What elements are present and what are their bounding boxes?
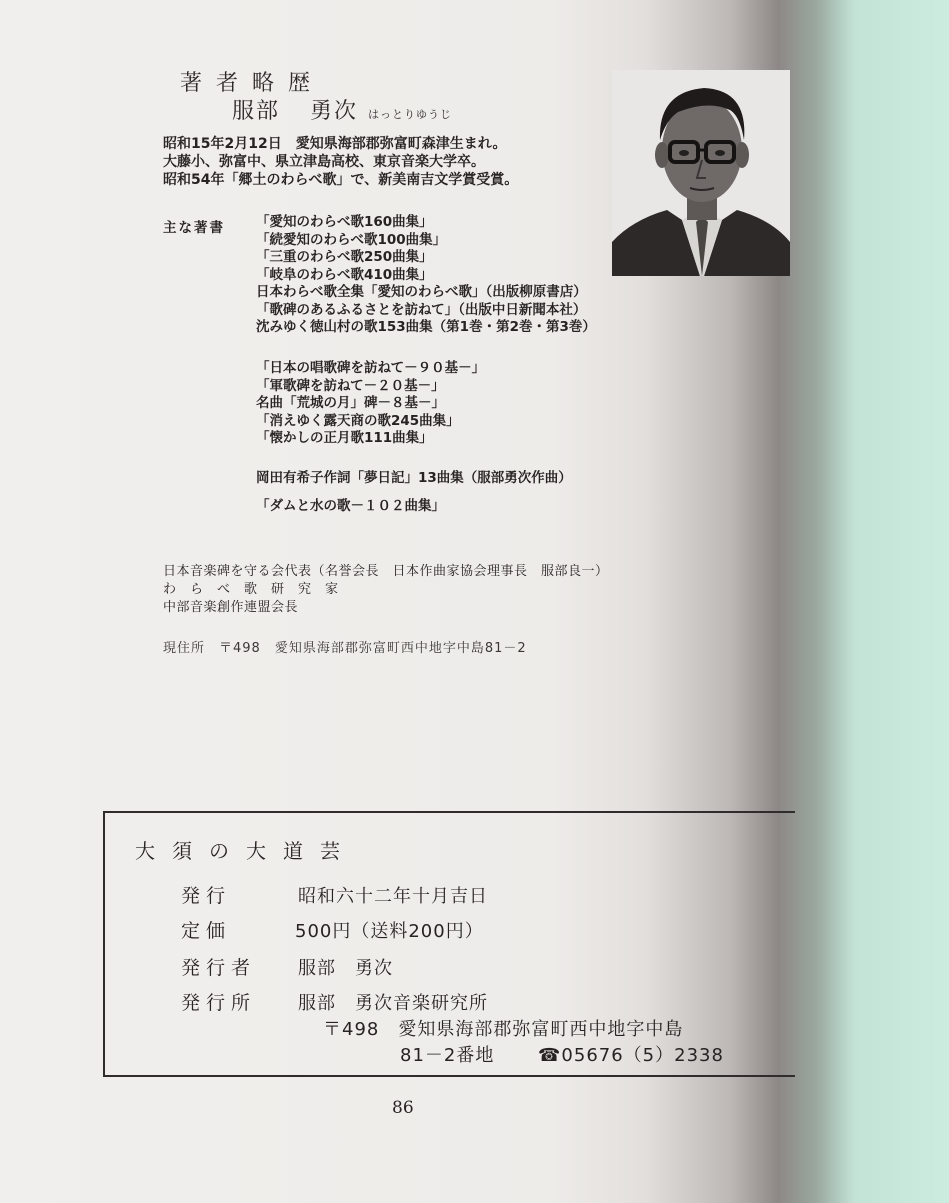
page-number: 86 [392,1098,414,1118]
bio-line: 大藤小、弥富中、県立津島高校、東京音楽大学卒。 [163,154,485,170]
bio-line: 昭和15年2月12日 愛知県海部郡弥富町森津生まれ。 [163,136,507,152]
author-furigana: はっとりゆうじ [368,108,453,121]
work-item: 「消えゆく露天商の歌245曲集」 [256,412,460,429]
colophon-label-issue: 発行 [181,885,232,907]
author-family-name: 服部 [232,99,281,124]
colophon-label-office: 発行所 [181,992,257,1014]
work-item: 名曲「荒城の月」碑－８基－」 [256,395,445,411]
book-title: 大須の大道芸 [135,839,357,863]
works-list-1 [256,214,596,337]
society-line: 日本音楽碑を守る会代表（名誉会長 日本作曲家協会理事長 服部良一） [163,564,609,579]
colophon-phone: ☎05676（5）2338 [538,1045,724,1066]
work-item-yume-nikki: 岡田有希子作詞「夢日記」13曲集（服部勇次作曲） [256,470,572,486]
colophon-label-publisher: 発行者 [181,957,257,979]
work-item: 「日本の唱歌碑を訪ねて－９０基－」 [256,360,486,376]
work-item: 「懐かしの正月歌111曲集」 [256,430,433,446]
works-list-2 [256,360,485,448]
author-name [232,94,452,125]
work-item: 「岐阜のわらべ歌410曲集」 [256,266,433,283]
current-address: 現住所 〒498 愛知県海部郡弥富町西中地字中島81－2 [163,641,527,656]
author-photo [612,70,790,276]
work-item-dam: 「ダムと水の歌－１０２曲集」 [256,498,445,514]
work-item: 「愛知のわらべ歌160曲集」 [256,214,433,230]
colophon-box [103,811,795,1077]
society-roles [163,563,609,617]
colophon-value-price: 500円（送料200円） [295,921,484,942]
work-item: 「続愛知のわらべ歌100曲集」 [256,231,447,248]
colophon-postal-address: 〒498 愛知県海部郡弥富町西中地字中島 [323,1019,684,1040]
society-line: 中部音楽創作連盟会長 [163,600,299,615]
profile-heading: 著者略歴 [180,71,325,96]
colophon-value-publisher: 服部 勇次 [298,958,393,979]
society-line: わ ら べ 歌 研 究 家 [163,582,339,597]
work-item: 「軍歌碑を訪ねて－２０基－」 [256,377,445,394]
author-given-name: 勇次 [310,99,359,124]
work-item: 日本わらべ歌全集「愛知のわらべ歌」（出版柳原書店） [256,284,587,300]
work-item: 「三重のわらべ歌250曲集」 [256,249,433,265]
work-item: 「歌碑のあるふるさとを訪ねて」（出版中日新聞本社） [256,301,587,318]
bio-block [163,135,518,189]
colophon-address-number: 81－2番地 [400,1045,495,1066]
work-item: 沈みゆく徳山村の歌153曲集（第1巻・第2巻・第3巻） [256,319,596,335]
works-label: 主な著書 [163,220,225,236]
colophon-value-office: 服部 勇次音楽研究所 [298,993,488,1014]
colophon-label-price: 定価 [181,920,232,942]
bio-line: 昭和54年「郷土のわらべ歌」で、新美南吉文学賞受賞。 [163,172,519,188]
colophon-value-issue: 昭和六十二年十月吉日 [298,886,488,907]
